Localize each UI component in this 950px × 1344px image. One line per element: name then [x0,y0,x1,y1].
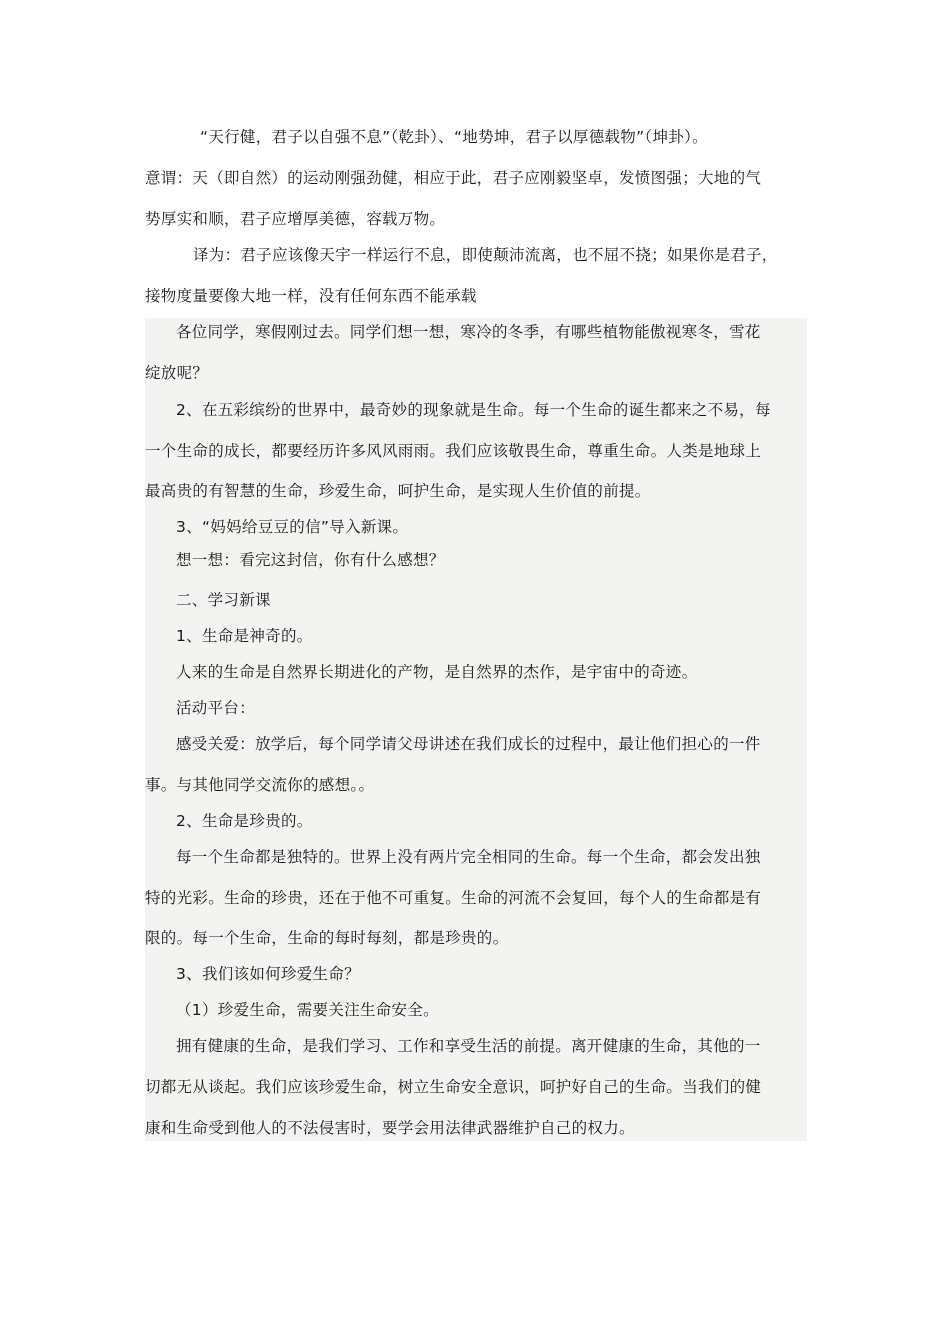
subsection-heading: 1、生命是神奇的。 [176,627,313,645]
body-line: 3、“妈妈给豆豆的信”导入新课。 [176,518,409,536]
body-line: 想一想：看完这封信，你有什么感想？ [176,551,445,569]
intro-translation-line-2: 接物度量要像大地一样，没有任何东西不能承载 [145,287,477,305]
body-line: 每一个生命都是独特的。世界上没有两片完全相同的生命。每一个生命，都会发出独 [176,848,761,866]
intro-quote: “天行健，君子以自强不息”（乾卦）、“地势坤，君子以厚德载物”（坤卦）。 [200,128,708,146]
intro-meaning-line-1: 意谓：天（即自然）的运动刚强劲健，相应于此，君子应刚毅坚卓，发愤图强；大地的气 [145,169,762,187]
body-line: 最高贵的有智慧的生命，珍爱生命，呵护生命，是实现人生价值的前提。 [145,482,651,500]
body-line: 切都无从谈起。我们应该珍爱生命，树立生命安全意识，呵护好自己的生命。当我们的健 [145,1078,762,1096]
body-line: 一个生命的成长，都要经历许多风风雨雨。我们应该敬畏生命，尊重生命。人类是地球上 [145,442,762,460]
intro-meaning-line-2: 势厚实和顺，君子应增厚美德，容载万物。 [145,210,446,228]
body-line: 各位同学，寒假刚过去。同学们想一想，寒冷的冬季，有哪些植物能傲视寒冬，雪花 [176,323,761,341]
body-line: 限的。每一个生命，生命的每时每刻，都是珍贵的。 [145,929,509,947]
section-heading: 二、学习新课 [176,591,271,609]
body-line: 康和生命受到他人的不法侵害时，要学会用法律武器维护自己的权力。 [145,1119,635,1137]
body-line: 事。与其他同学交流你的感想。。 [145,776,375,794]
body-line: 特的光彩。生命的珍贵，还在于他不可重复。生命的河流不会复回，每个人的生命都是有 [145,889,762,907]
subsection-heading: 2、生命是珍贵的。 [176,812,313,830]
body-line: 人来的生命是自然界长期进化的产物，是自然界的杰作，是宇宙中的奇迹。 [176,663,698,681]
body-line: 2、在五彩缤纷的世界中，最奇妙的现象就是生命。每一个生命的诞生都来之不易，每 [176,401,771,419]
body-line: 活动平台： [176,699,256,717]
body-line: 感受关爱：放学后，每个同学请父母讲述在我们成长的过程中，最让他们担心的一件 [176,735,761,753]
intro-translation-line-1: 译为：君子应该像天宇一样运行不息，即使颠沛流离，也不屈不挠；如果你是君子， [193,246,778,264]
body-line: 拥有健康的生命，是我们学习、工作和享受生活的前提。离开健康的生命，其他的一 [176,1037,761,1055]
subsection-heading: 3、我们该如何珍爱生命？ [176,965,360,983]
body-line: 绽放呢？ [145,364,209,382]
body-line: （1）珍爱生命，需要关注生命安全。 [176,1001,439,1019]
